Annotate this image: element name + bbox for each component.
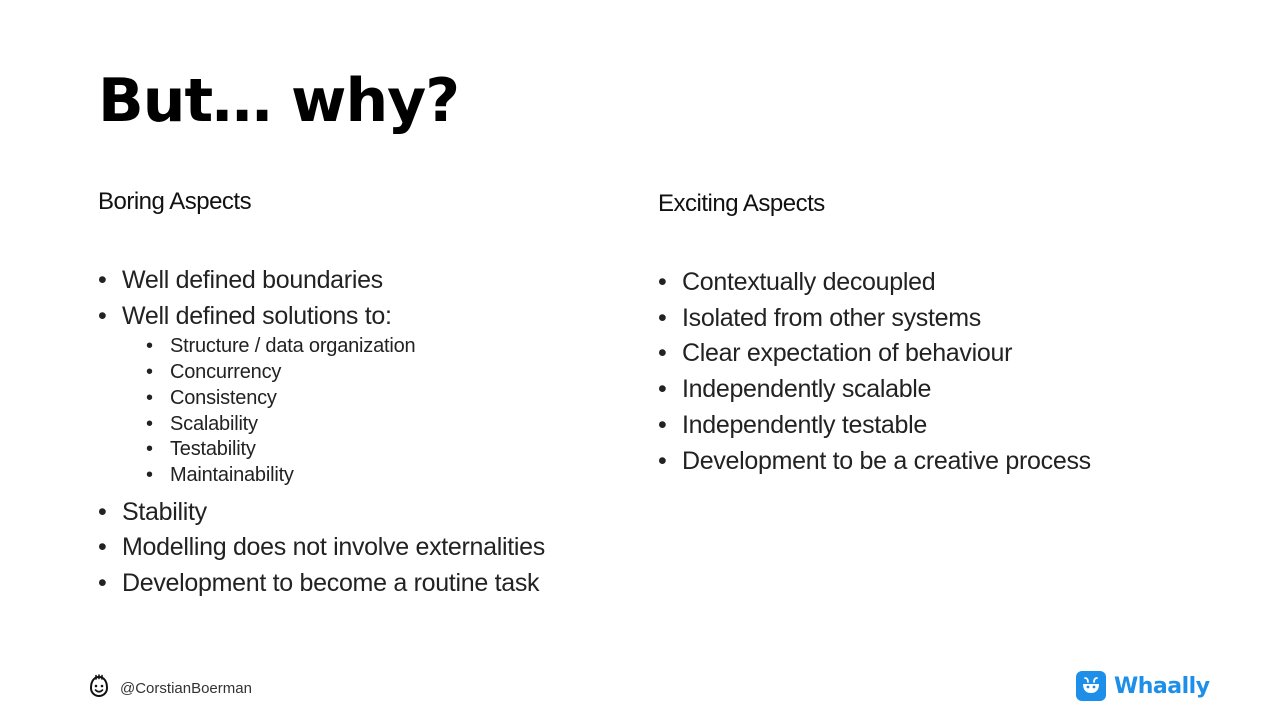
smiley-face-icon — [88, 674, 110, 703]
list-item: • Development to be a creative process — [658, 444, 1218, 480]
sublist-item: • Testability — [122, 437, 618, 463]
list-item: • Clear expectation of behaviour — [658, 336, 1218, 372]
boring-aspects-list — [98, 263, 618, 602]
sublist-item: • Maintainability — [122, 463, 618, 489]
boring-aspects-column — [98, 188, 618, 602]
sublist-item: • Concurrency — [122, 360, 618, 386]
author-handle — [88, 674, 252, 703]
sublist-item: • Structure / data organization — [122, 334, 618, 360]
slide-title: But… why? — [98, 66, 460, 136]
whaally-logo — [1076, 671, 1210, 701]
sublist-item: • Scalability — [122, 412, 618, 438]
list-item: • Modelling does not involve externalities — [98, 530, 618, 566]
exciting-aspects-column — [658, 190, 1218, 479]
handle-text: @CorstianBoerman — [120, 680, 252, 697]
exciting-aspects-heading: Exciting Aspects — [658, 190, 825, 217]
exciting-aspects-list — [658, 265, 1218, 479]
list-item: • Well defined boundaries — [98, 263, 618, 299]
list-item: • Development to become a routine task — [98, 566, 618, 602]
list-item: • Contextually decoupled — [658, 265, 1218, 301]
list-item — [98, 299, 618, 489]
boring-aspects-heading: Boring Aspects — [98, 188, 252, 215]
list-item: • Independently scalable — [658, 372, 1218, 408]
list-item-label: Well defined solutions to: — [122, 301, 392, 330]
brand-name: Whaally — [1114, 673, 1210, 699]
list-item: • Independently testable — [658, 408, 1218, 444]
solutions-sublist — [122, 334, 618, 488]
list-item: • Stability — [98, 495, 618, 531]
sublist-item: • Consistency — [122, 386, 618, 412]
whale-icon — [1076, 671, 1106, 701]
list-item: • Isolated from other systems — [658, 301, 1218, 337]
